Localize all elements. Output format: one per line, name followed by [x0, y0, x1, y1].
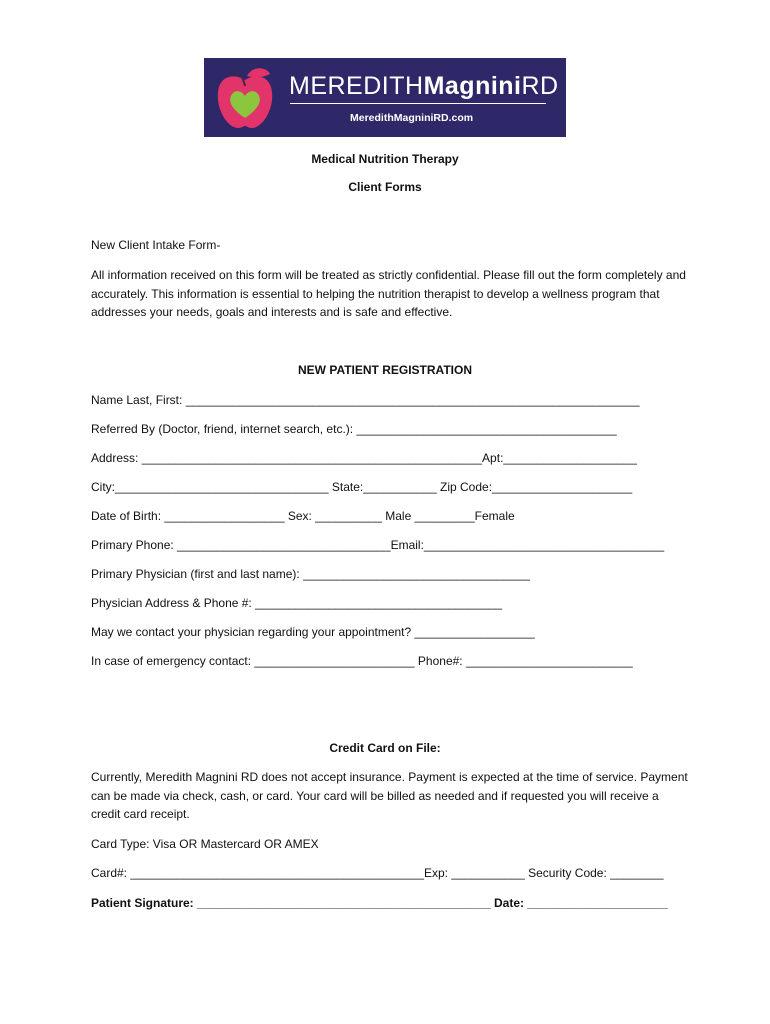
field-referred-by[interactable]: Referred By (Doctor, friend, internet search, etc.): _______________________________________ [91, 422, 617, 436]
apple-heart-logo-icon [216, 66, 274, 130]
field-patient-signature[interactable]: Patient Signature: ____________________________________________ Date: _____________________ [91, 896, 668, 910]
brand-name-suffix: RD [521, 72, 559, 100]
intake-heading: New Client Intake Form- [91, 238, 221, 252]
brand-name [289, 72, 559, 101]
brand-url: MeredithMagniniRD.com [350, 112, 474, 124]
intake-paragraph: All information received on this form will be treated as strictly confidential. Please fill out the form completely and accurately. This information is essential to helping the nutrition therapist to develop a wellness program that addresses your needs, goals and interests and is safe and effective. [91, 268, 686, 319]
brand-name-bold: Magnini [423, 72, 522, 100]
credit-card-heading: Credit Card on File: [329, 741, 441, 755]
field-address[interactable]: Address: ___________________________________________________Apt:____________________ [91, 451, 637, 465]
brand-name-light: MEREDITH [289, 72, 424, 100]
field-card-number[interactable]: Card#: ____________________________________________Exp: ___________ Security Code: ________ [91, 866, 664, 880]
field-contact-physician[interactable]: May we contact your physician regarding your appointment? __________________ [91, 625, 535, 639]
field-card-type[interactable]: Card Type: Visa OR Mastercard OR AMEX [91, 837, 319, 851]
field-dob-sex[interactable]: Date of Birth: __________________ Sex: __________ Male _________Female [91, 509, 515, 523]
field-emergency-contact[interactable]: In case of emergency contact: ________________________ Phone#: _________________________ [91, 654, 633, 668]
field-city-state-zip[interactable]: City:________________________________ State:___________ Zip Code:_____________________ [91, 480, 633, 494]
credit-card-paragraph: Currently, Meredith Magnini RD does not accept insurance. Payment is expected at the time of service. Payment can be made via check, cash, or card. Your card will be billed as needed and if requested you will receive a credit card receipt. [91, 770, 688, 821]
field-phone-email[interactable]: Primary Phone: ________________________________Email:____________________________________ [91, 538, 665, 552]
field-physician-address[interactable]: Physician Address & Phone #: _____________________________________ [91, 596, 503, 610]
field-primary-physician[interactable]: Primary Physician (first and last name): __________________________________ [91, 567, 530, 581]
field-name[interactable]: Name Last, First: ____________________________________________________________________ [91, 393, 640, 407]
brand-divider [290, 103, 546, 104]
registration-heading: NEW PATIENT REGISTRATION [298, 363, 472, 377]
page-title: Medical Nutrition Therapy [311, 152, 459, 166]
page-subtitle: Client Forms [348, 180, 422, 194]
logo-banner [204, 58, 566, 137]
